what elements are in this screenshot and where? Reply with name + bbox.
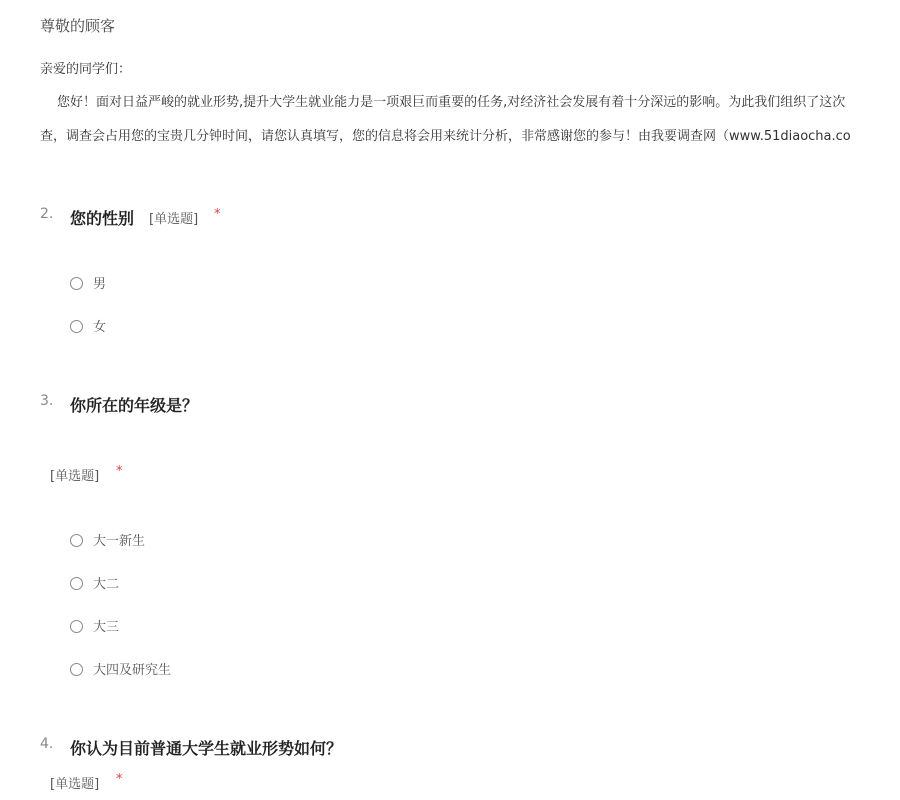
radio-button[interactable] <box>70 577 83 590</box>
radio-button[interactable] <box>70 320 83 333</box>
option-junior[interactable] <box>70 620 170 638</box>
radio-button[interactable] <box>70 620 83 633</box>
option-label: 女 <box>93 320 107 335</box>
question-type-label: [单选题] <box>50 777 100 792</box>
option-senior-graduate[interactable] <box>70 663 190 681</box>
question-title: 你认为目前普通大学生就业形势如何？ <box>70 739 343 758</box>
intro-paragraph-line-2: 查，调查会占用您的宝贵几分钟时间，请您认真填写，您的信息将会用来统计分析，非常感谢您的参与！由我要调查网（www.51diaocha.co <box>40 129 851 144</box>
radio-button[interactable] <box>70 663 83 676</box>
option-label: 大一新生 <box>93 534 146 549</box>
question-title: 你所在的年级是？ <box>70 396 199 415</box>
option-label: 男 <box>93 277 107 292</box>
radio-button[interactable] <box>70 534 83 547</box>
question-type-label: [单选题] <box>50 469 100 484</box>
greeting-text: 尊敬的顾客 <box>40 17 116 35</box>
radio-button[interactable] <box>70 277 83 290</box>
question-type-label: [单选题] <box>149 212 199 227</box>
option-label: 大三 <box>93 620 120 635</box>
option-label: 大四及研究生 <box>93 663 172 678</box>
option-sophomore[interactable] <box>70 577 170 595</box>
required-marker: * <box>116 464 123 479</box>
option-female[interactable] <box>70 320 130 338</box>
salutation-text: 亲爱的同学们： <box>40 62 132 77</box>
question-number: 3. <box>40 393 54 409</box>
required-marker: * <box>214 207 221 222</box>
question-title: 您的性别 <box>70 209 135 228</box>
question-number: 2. <box>40 206 54 222</box>
option-label: 大二 <box>93 577 120 592</box>
intro-paragraph-line-1: 您好！面对日益严峻的就业形势,提升大学生就业能力是一项艰巨而重要的任务,对经济社会发展有着十分深远的影响。为此我们组织了这次 <box>57 95 846 110</box>
required-marker: * <box>116 772 123 787</box>
option-male[interactable] <box>70 277 130 295</box>
option-freshman[interactable] <box>70 534 170 552</box>
question-number: 4. <box>40 736 54 752</box>
